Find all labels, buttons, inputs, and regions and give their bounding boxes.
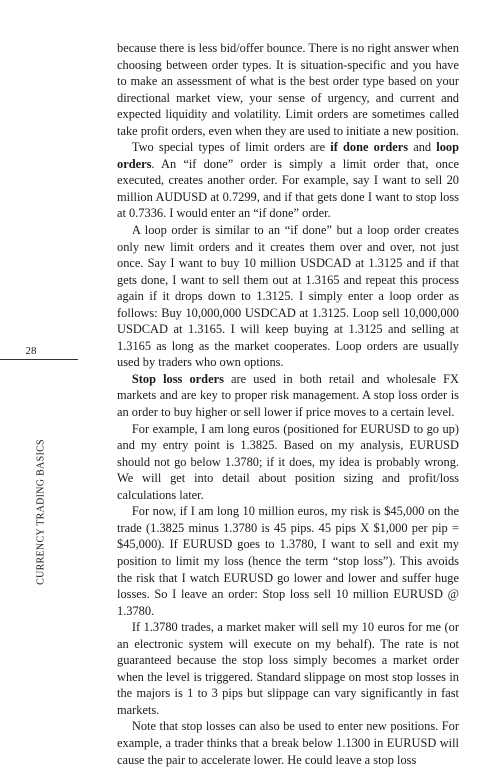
text-run: Two special types of limit orders are (131, 140, 331, 155)
term-loop-orders: loop orders (117, 140, 460, 171)
margin-rule (0, 359, 78, 360)
paragraph (117, 139, 459, 222)
body-text (117, 40, 459, 768)
paragraph: If 1.3780 trades, a market maker will sell my 10 euros for me (or an electronic system will execute on my behalf). The rate is not guaranteed because the stop loss simply becomes a market order when the level is triggered. Standard slippage on most stop losses in the majors is 1 to 3 pips but slippage can vary significantly in fast markets. (117, 620, 459, 717)
text-run: are used in both retail and wholesale FX markets and are key to proper risk management. A stop loss order is an order to buy higher or sell lower if price moves to a certain level. (117, 371, 459, 420)
term-if-done-orders: if done orders (330, 140, 409, 155)
paragraph (117, 371, 459, 421)
paragraph: because there is less bid/offer bounce. There is no right answer when choosing between order types. It is situation-specific and you have to make an assessment of what is the best order type based on your directional market view, your sense of urgency, and current and expected liquidity and volatility. Limit orders are sometimes called take profit orders, even when they are used to initiate a new position. (117, 41, 460, 138)
running-head: CURRENCY TRADING BASICS (35, 439, 47, 585)
text-run: and (408, 140, 437, 155)
paragraph: For now, if I am long 10 million euros, my risk is $45,000 on the trade (1.3825 minus 1.3780 is 45 pips. 45 pips X $1,000 per pip = $45,000). If EURUSD goes to 1.3780, I want to sell and exit my position to limit my loss (hence the term “stop loss”). This avoids the risk that I watch EURUSD go lower and lower and suffer huge losses. So I leave an order: Stop loss sell 10 million EURUSD @ 1.3780. (117, 504, 459, 618)
paragraph: Note that stop losses can also be used to enter new positions. For example, a trader thinks that a break below 1.1300 in EURUSD will cause the pair to accelerate lower. He could leave a stop loss (117, 719, 459, 767)
paragraph: A loop order is similar to an “if done” but a loop order creates only new limit orders and it creates them over and over, not just once. Say I want to buy 10 million USDCAD at 1.3125 and if that gets done, I want to sell them out at 1.3165 and repeat this process again if it drops down to 1.3125. I simply enter a loop order as follows: Buy 10,000,000 USDCAD at 1.3125. Loop sell 10,000,000 USDCAD at 1.3165. I will keep buying at 1.3125 and selling at 1.3165 as long as the market cooperates. Loop orders are usually used by traders who own options. (117, 223, 459, 370)
page-number: 28 (25, 345, 37, 357)
text-run: . An “if done” order is simply a limit order that, once executed, creates another order. For example, say I want to sell 20 million AUDUSD at 0.7299, and if that gets done I want to stop loss at 0.7336. I would enter an “if done” order. (117, 156, 459, 221)
paragraph: For example, I am long euros (positioned for EURUSD to go up) and my entry point is 1.3825. Based on my analysis, EURUSD should not go below 1.3780; if it does, my idea is probably wrong. We will get into detail about position sizing and profit/loss calculations later. (117, 421, 459, 502)
term-stop-loss-orders: Stop loss orders (131, 371, 224, 386)
